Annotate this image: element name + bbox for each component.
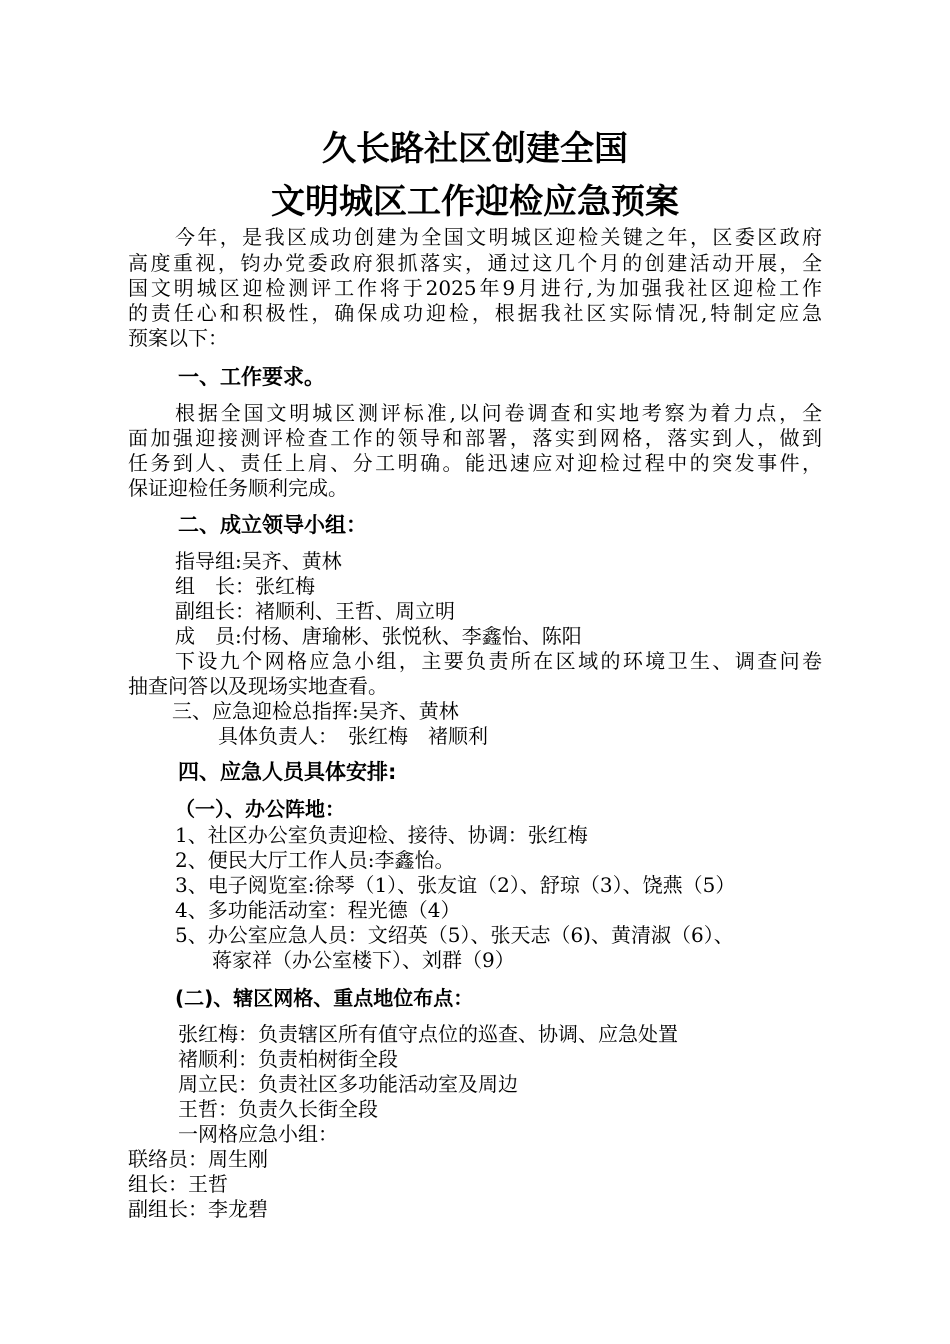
section3-responsible: 具体负责人： 张红梅 褚顺利 — [218, 724, 488, 748]
section1-line: 面加强迎接测评检查工作的领导和部署，落实到网格，落实到人，做到 — [128, 426, 822, 450]
section1-line: 根据全国文明城区测评标准,以问卷调查和实地考察为着力点，全 — [175, 401, 822, 425]
intro-line: 的责任心和积极性，确保成功迎检，根据我社区实际情况,特制定应急 — [128, 301, 822, 325]
area-assignment: 周立民：负责社区多功能活动室及周边 — [178, 1072, 518, 1096]
office-item: 2、便民大厅工作人员:李鑫怡。 — [175, 848, 455, 872]
grid1-deputy: 副组长：李龙碧 — [128, 1197, 268, 1221]
group-members: 成 员:付杨、唐瑜彬、张悦秋、李鑫怡、陈阳 — [175, 624, 582, 648]
section1-line: 保证迎检任务顺利完成。 — [128, 476, 348, 500]
office-item: 5、办公室应急人员：文绍英（5）、张天志（6)、黄清淑（6）、 — [175, 923, 734, 947]
subsection2-heading: (二)、辖区网格、重点地位布点： — [175, 986, 474, 1010]
deputy-leader: 副组长：褚顺利、王哲、周立明 — [175, 599, 455, 623]
intro-line: 高度重视，钧办党委政府狠抓落实，通过这几个月的创建活动开展，全 — [128, 251, 822, 275]
grid-teams-line: 抽查问答以及现场实地查看。 — [128, 674, 388, 698]
document-title-line1: 久长路社区创建全国 — [322, 129, 628, 169]
grid1-heading: 一网格应急小组： — [178, 1122, 338, 1146]
guide-group: 指导组:吴齐、黄林 — [175, 549, 342, 573]
area-assignment: 张红梅：负责辖区所有值守点位的巡查、协调、应急处置 — [178, 1022, 678, 1046]
grid1-leader: 组长：王哲 — [128, 1172, 228, 1196]
area-assignment: 王哲：负责久长街全段 — [178, 1097, 378, 1121]
office-item: 1、社区办公室负责迎检、接待、协调：张红梅 — [175, 823, 588, 847]
intro-line: 今年，是我区成功创建为全国文明城区迎检关键之年，区委区政府 — [175, 225, 822, 249]
intro-line: 预案以下： — [128, 326, 228, 350]
document-title-line2: 文明城区工作迎检应急预案 — [271, 182, 679, 222]
grid1-liaison: 联络员：周生刚 — [128, 1147, 268, 1171]
section1-heading: 一、工作要求。 — [178, 365, 325, 389]
office-item: 4、多功能活动室：程光德（4） — [175, 898, 461, 922]
intro-line: 国文明城区迎检测评工作将于2025年9月进行,为加强我社区迎检工作 — [128, 276, 822, 300]
section4-heading: 四、应急人员具体安排: — [178, 760, 397, 784]
section1-line: 任务到人、责任上肩、分工明确。能迅速应对迎检过程中的突发事件， — [128, 451, 822, 475]
area-assignment: 褚顺利：负责柏树街全段 — [178, 1047, 398, 1071]
office-item-continued: 蒋家祥（办公室楼下）、刘群（9） — [212, 948, 515, 972]
group-leader: 组 长：张红梅 — [175, 574, 315, 598]
section2-heading: 二、成立领导小组： — [178, 513, 367, 537]
section3-commander: 三、应急迎检总指挥:吴齐、黄林 — [172, 699, 459, 723]
subsection1-heading: （一）、办公阵地： — [175, 797, 345, 821]
grid-teams-line: 下设九个网格应急小组，主要负责所在区域的环境卫生、调查问卷 — [175, 649, 822, 673]
office-item: 3、电子阅览室:徐琴（1）、张友谊（2）、舒琼（3）、饶燕（5） — [175, 873, 736, 897]
